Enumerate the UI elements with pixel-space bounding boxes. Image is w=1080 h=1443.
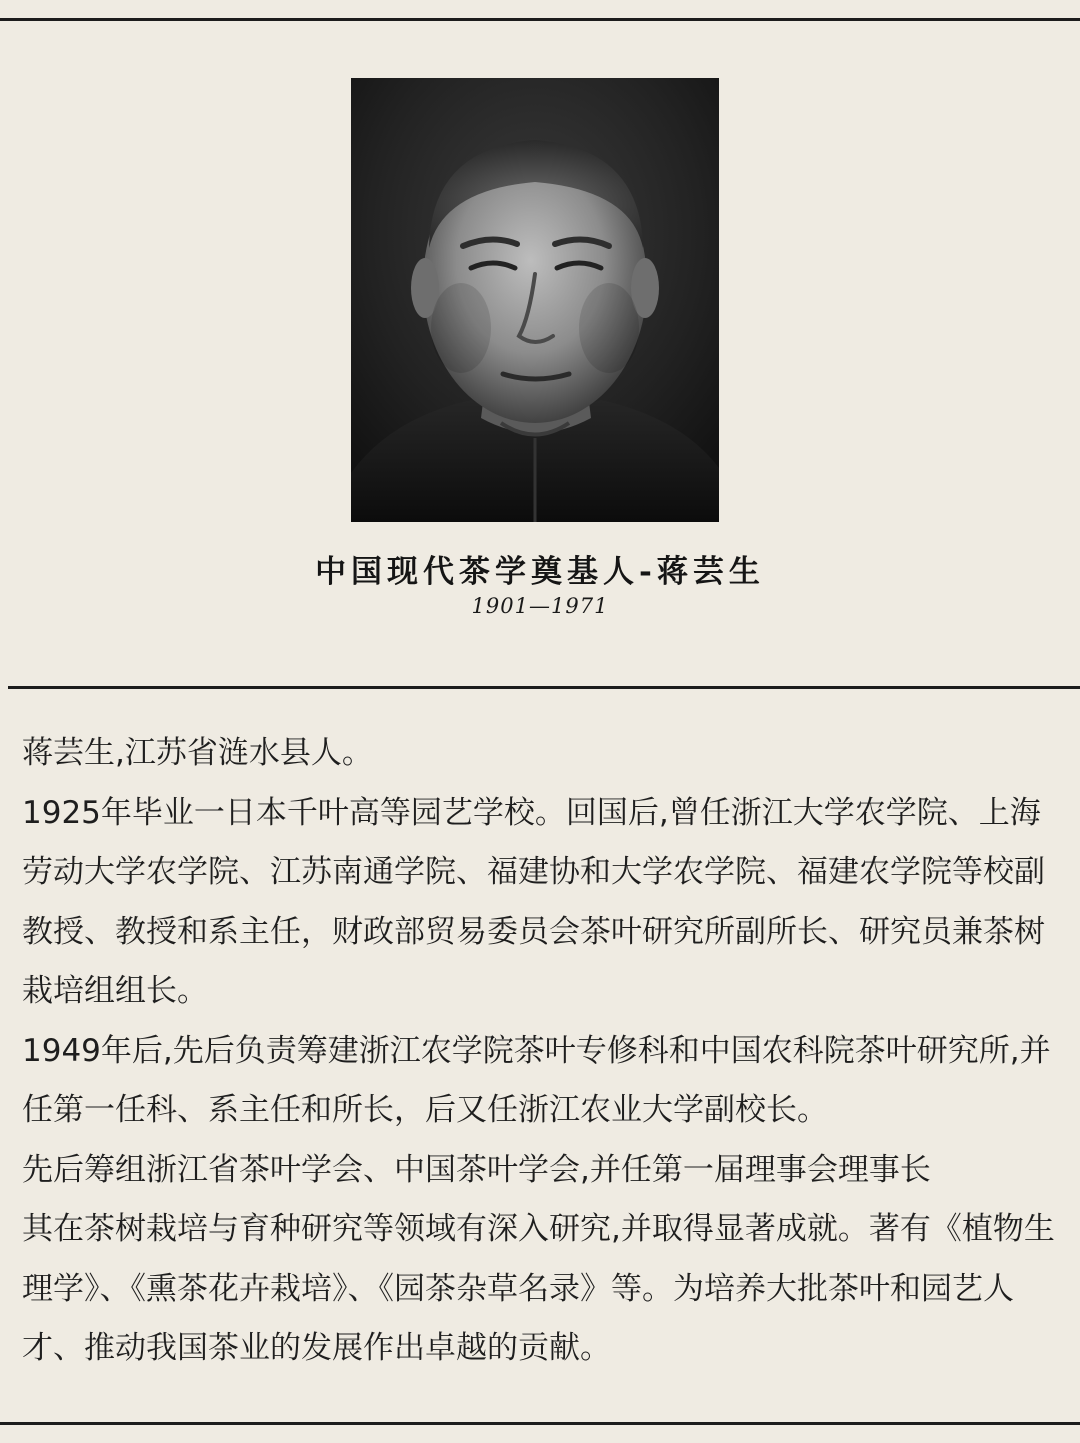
bio-paragraph: 蒋芸生,江苏省涟水县人。 <box>22 735 373 771</box>
bio-paragraph: 1949年后,先后负责筹建浙江农学院茶叶专修科和中国农科院茶叶研究所,并任第一任科、系主任和所长，后又任浙江农业大学副校长。 <box>22 1032 1051 1128</box>
caption-title: 中国现代茶学奠基人-蒋芸生 <box>315 554 765 590</box>
bio-paragraph: 1925年毕业一日本千叶高等园艺学校。回国后,曾任浙江大学农学院、上海劳动大学农学院、江苏南通学院、福建协和大学农学院、福建农学院等校副教授、教授和系主任，财政部贸易委员会茶叶研究所副所长、研究员兼茶树栽培组组长。 <box>22 794 1045 1009</box>
top-divider <box>0 18 1080 21</box>
bio-paragraph: 其在茶树栽培与育种研究等领域有深入研究,并取得显著成就。著有《植物生理学》、《熏茶花卉栽培》、《园茶杂草名录》等。为培养大批茶叶和园艺人才、推动我国茶业的发展作出卓越的贡献。 <box>22 1211 1055 1366</box>
portrait-photo <box>351 78 719 522</box>
caption-years: 1901—1971 <box>471 594 609 618</box>
portrait-photo-icon <box>351 78 719 522</box>
bottom-divider <box>0 1422 1080 1425</box>
bio-paragraph: 先后筹组浙江省茶叶学会、中国茶叶学会,并任第一届理事会理事长 <box>22 1151 931 1188</box>
middle-divider <box>8 686 1080 689</box>
biography-text <box>22 724 1070 1379</box>
